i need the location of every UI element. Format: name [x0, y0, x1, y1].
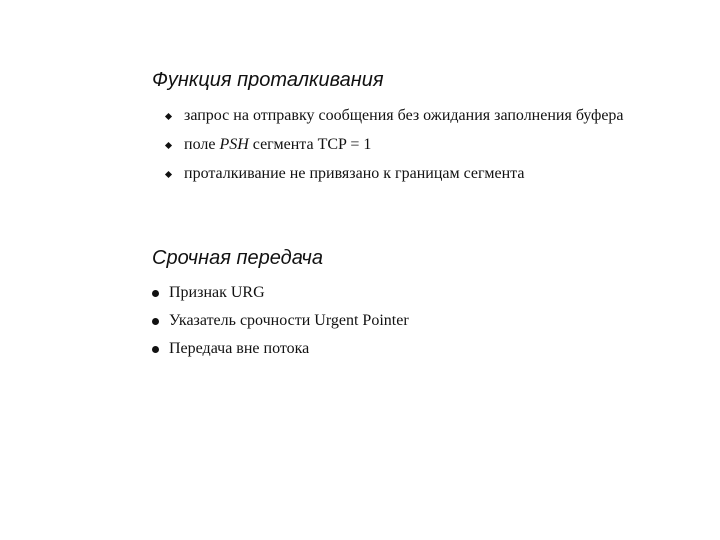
- psh-flag-text: PSH: [219, 136, 249, 153]
- section-heading-urgent: Срочная передача: [152, 247, 323, 269]
- section-heading-push: Функция проталкивания: [152, 69, 384, 91]
- diamond-bullet-icon: [165, 142, 172, 149]
- dot-bullet-icon: [152, 318, 159, 325]
- urgent-bullet-list: [150, 282, 550, 366]
- list-item: [150, 282, 550, 304]
- push-bullet-list: [160, 105, 650, 192]
- list-item-text-prefix: поле: [184, 136, 220, 153]
- list-item-text: Признак URG: [169, 284, 265, 301]
- list-item: [160, 105, 650, 127]
- list-item-text: запрос на отправку сообщения без ожидания заполнения буфера: [184, 107, 624, 124]
- list-item-text-suffix: сегмента TCP = 1: [248, 136, 372, 153]
- list-item-text: Передача вне потока: [169, 340, 310, 357]
- list-item-text: Указатель срочности Urgent Pointer: [169, 312, 409, 329]
- list-item: [160, 134, 650, 156]
- list-item: [150, 310, 550, 332]
- list-item-text: проталкивание не привязано к границам сегмента: [184, 165, 525, 182]
- list-item: [150, 338, 550, 360]
- dot-bullet-icon: [152, 346, 159, 353]
- diamond-bullet-icon: [165, 171, 172, 178]
- dot-bullet-icon: [152, 290, 159, 297]
- list-item: [160, 163, 650, 185]
- diamond-bullet-icon: [165, 113, 172, 120]
